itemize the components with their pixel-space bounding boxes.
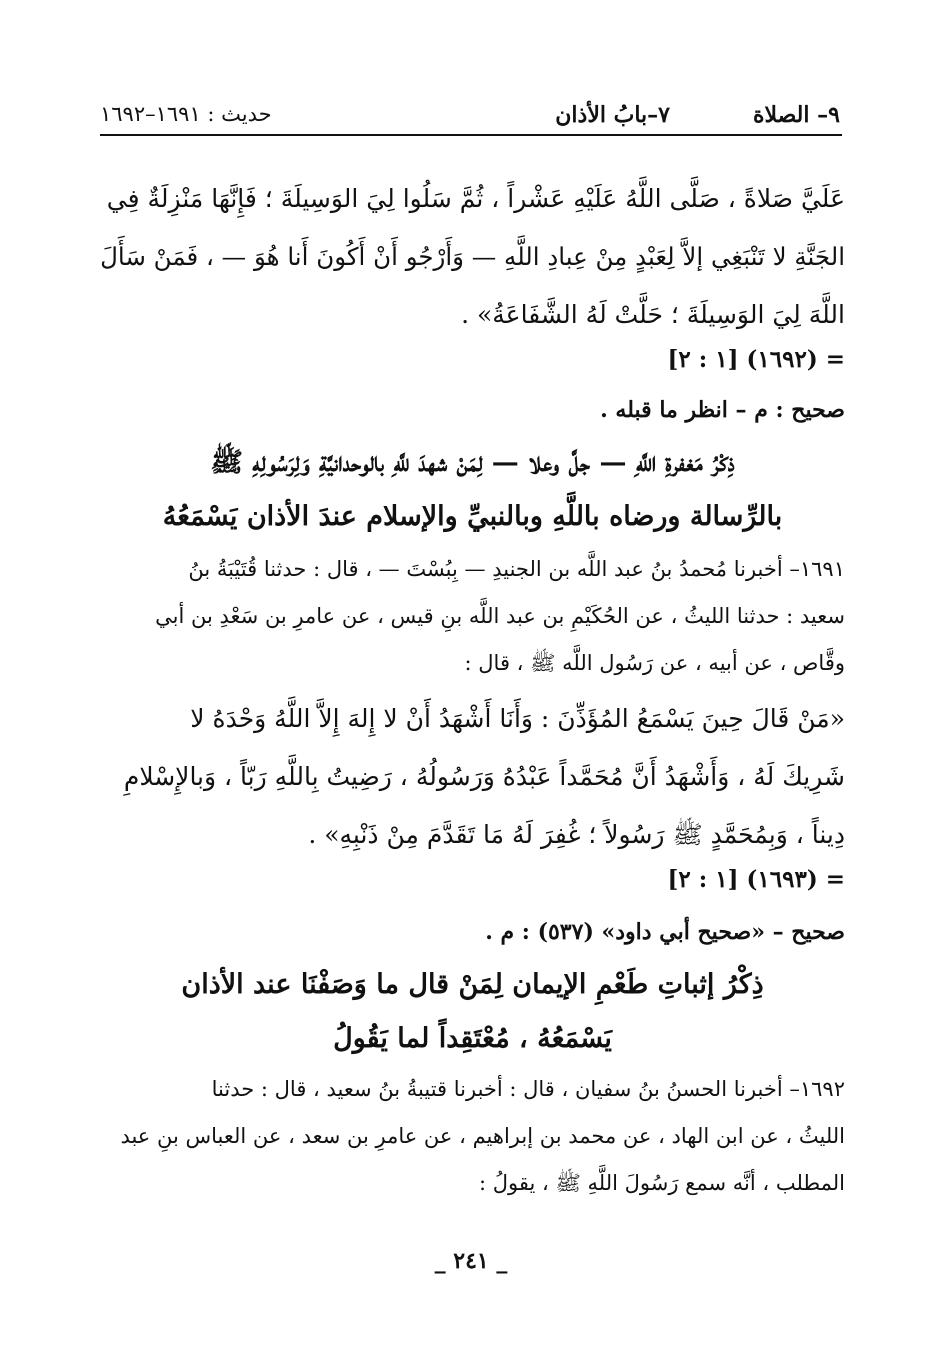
hadith-reference: = (١٦٩٣) [١ : ٢] bbox=[667, 866, 845, 893]
header-divider bbox=[100, 134, 842, 136]
chapter-title: ٩– الصلاة bbox=[752, 102, 840, 128]
text-line: دِيناً ، وَبِمُحَمَّدٍ ﷺ رَسُولاً ؛ غُفِرَ لَهُ مَا تَقَدَّمَ مِنْ ذَنْبِهِ» . bbox=[308, 820, 845, 849]
hadith-reference: = (١٦٩٢) [١ : ٢] bbox=[667, 346, 845, 373]
heading-line: ذِكْرُ إثباتِ طَعْمِ الإيمان لِمَنْ قال ما وَصَفْنَا عند الأذان bbox=[181, 969, 764, 1000]
text-line: الليثُ ، عن ابن الهاد ، عن محمد بن إبراهيم ، عن عامرِ بن سعد ، عن العباس بنِ عبد bbox=[120, 1124, 845, 1148]
heading-line: ذِكْرُ مَغفرةِ اللَّهِ — جلَّ وعلا — لِمَنْ شهدَ للَّهِ بالوحدانيَّةِ وَلِرَسُولِهِ ﷺ bbox=[210, 447, 735, 478]
hadith-grade: صحيح – «صحيح أبي داود» (٥٣٧) : م . bbox=[485, 919, 845, 945]
text-line: «مَنْ قَالَ حِينَ يَسْمَعُ المُؤَذِّنَ : وَأَنَا أَشْهَدُ أَنْ لا إِلهَ إِلاَّ اللَّهُ وَحْدَهُ لا bbox=[190, 704, 845, 733]
text-line: سعيد : حدثنا الليثُ ، عن الحُكَيْمِ بن عبد اللَّه بنِ قيس ، عن عامرِ بن سَعْدِ بن أبي bbox=[155, 604, 845, 628]
page-number: _ ٢٤١ _ bbox=[434, 1248, 508, 1274]
hadith-isnad bbox=[100, 546, 845, 687]
text-line: الجَنَّةِ لا تَنْبَغِي إلاَّ لِعَبْدٍ مِنْ عِبادِ اللَّهِ — وَأَرْجُو أَنْ أَكُونَ أَنا هُوَ — ، فَمَنْ سَأَلَ bbox=[100, 242, 845, 271]
text-line: شَرِيكَ لَهُ ، وَأَشْهَدُ أَنَّ مُحَمَّداً عَبْدُهُ وَرَسُولُهُ ، رَضِيتُ بِاللَّهِ رَبّاً ، وَبالإِسْلامِ bbox=[123, 762, 845, 791]
hadith-isnad bbox=[100, 1066, 845, 1207]
heading-line: يَسْمَعُهُ ، مُعْتَقِداً لما يَقُولُ bbox=[333, 1023, 612, 1054]
text-line: ١٦٩٢– أخبرنا الحسنُ بنُ سفيان ، قال : أخبرنا قتيبةُ بنُ سعيد ، قال : حدثنا bbox=[211, 1077, 845, 1101]
text-line: عَلَيَّ صَلاةً ، صَلَّى اللَّهُ عَلَيْهِ عَشْراً ، ثُمَّ سَلُوا لِيَ الوَسِيلَةَ ؛ فَإِنَّهَا مَنْزِلَةٌ فِي bbox=[106, 184, 845, 213]
running-header bbox=[100, 92, 840, 132]
hadith-matn bbox=[100, 690, 845, 864]
chapter-heading bbox=[100, 958, 845, 1066]
hadith-range: حديث : ١٦٩١–١٦٩٢ bbox=[100, 102, 272, 126]
text-line: المطلب ، أنَّه سمع رَسُولَ اللَّهِ ﷺ ، يقولُ : bbox=[479, 1171, 845, 1195]
chapter-heading bbox=[100, 436, 845, 544]
text-line: وقَّاص ، عن أبيه ، عن رَسُول اللَّه ﷺ ، قال : bbox=[464, 651, 845, 675]
previous-hadith-continuation bbox=[100, 170, 845, 344]
text-line: ١٦٩١– أخبرنا مُحمدُ بنُ عبد اللَّه بن الجنيدِ — بِبُسْتَ — ، قال : حدثنا قُتَيْبَةُ بنُ bbox=[188, 557, 845, 581]
section-title: ٧–بابُ الأذان bbox=[555, 102, 670, 128]
heading-line: بالرِّسالة ورضاه باللَّهِ وبالنبيِّ والإسلام عندَ الأذان يَسْمَعُهُ bbox=[162, 501, 783, 532]
hadith-grade: صحيح : م – انظر ما قبله . bbox=[600, 397, 845, 423]
text-line: اللَّهَ لِيَ الوَسِيلَةَ ؛ حَلَّتْ لَهُ الشَّفَاعَةُ» . bbox=[461, 300, 845, 329]
